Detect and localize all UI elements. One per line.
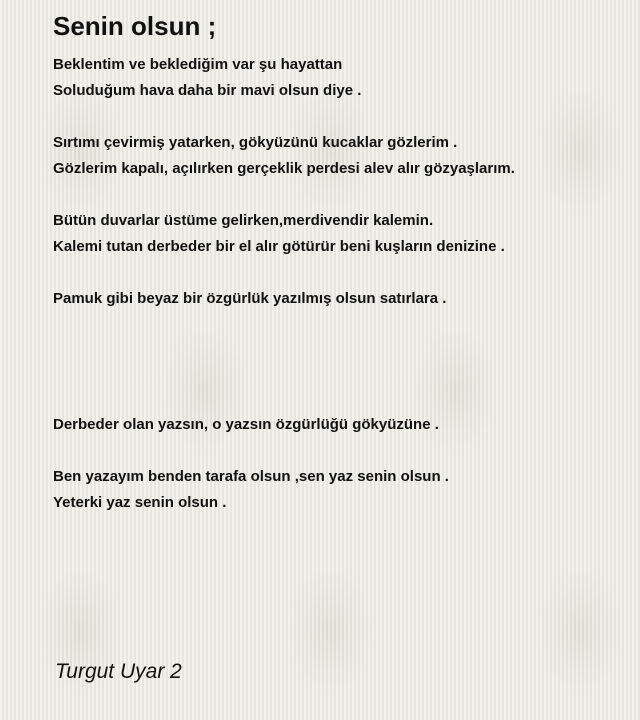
poem-line: Bütün duvarlar üstüme gelirken,merdivendir kalemin. bbox=[53, 212, 434, 229]
poem-line: Sırtımı çevirmiş yatarken, gökyüzünü kucaklar gözlerim . bbox=[53, 134, 458, 151]
poem-line: Ben yazayım benden tarafa olsun ,sen yaz senin olsun . bbox=[53, 468, 449, 485]
poem-line: Kalemi tutan derbeder bir el alır götürür beni kuşların denizine . bbox=[53, 238, 505, 255]
poem-line: Gözlerim kapalı, açılırken gerçeklik perdesi alev alır gözyaşlarım. bbox=[53, 160, 515, 177]
poem-line: Yeterki yaz senin olsun . bbox=[53, 494, 227, 511]
poem-line: Beklentim ve beklediğim var şu hayattan bbox=[53, 56, 343, 73]
poem-line: Pamuk gibi beyaz bir özgürlük yazılmış olsun satırlara . bbox=[53, 290, 447, 307]
poem-line: Soluduğum hava daha bir mavi olsun diye . bbox=[53, 82, 362, 99]
poem-author: Turgut Uyar 2 bbox=[55, 660, 182, 683]
poem-title: Senin olsun ; bbox=[53, 11, 217, 41]
poem-line: Derbeder olan yazsın, o yazsın özgürlüğü gökyüzüne . bbox=[53, 416, 439, 433]
